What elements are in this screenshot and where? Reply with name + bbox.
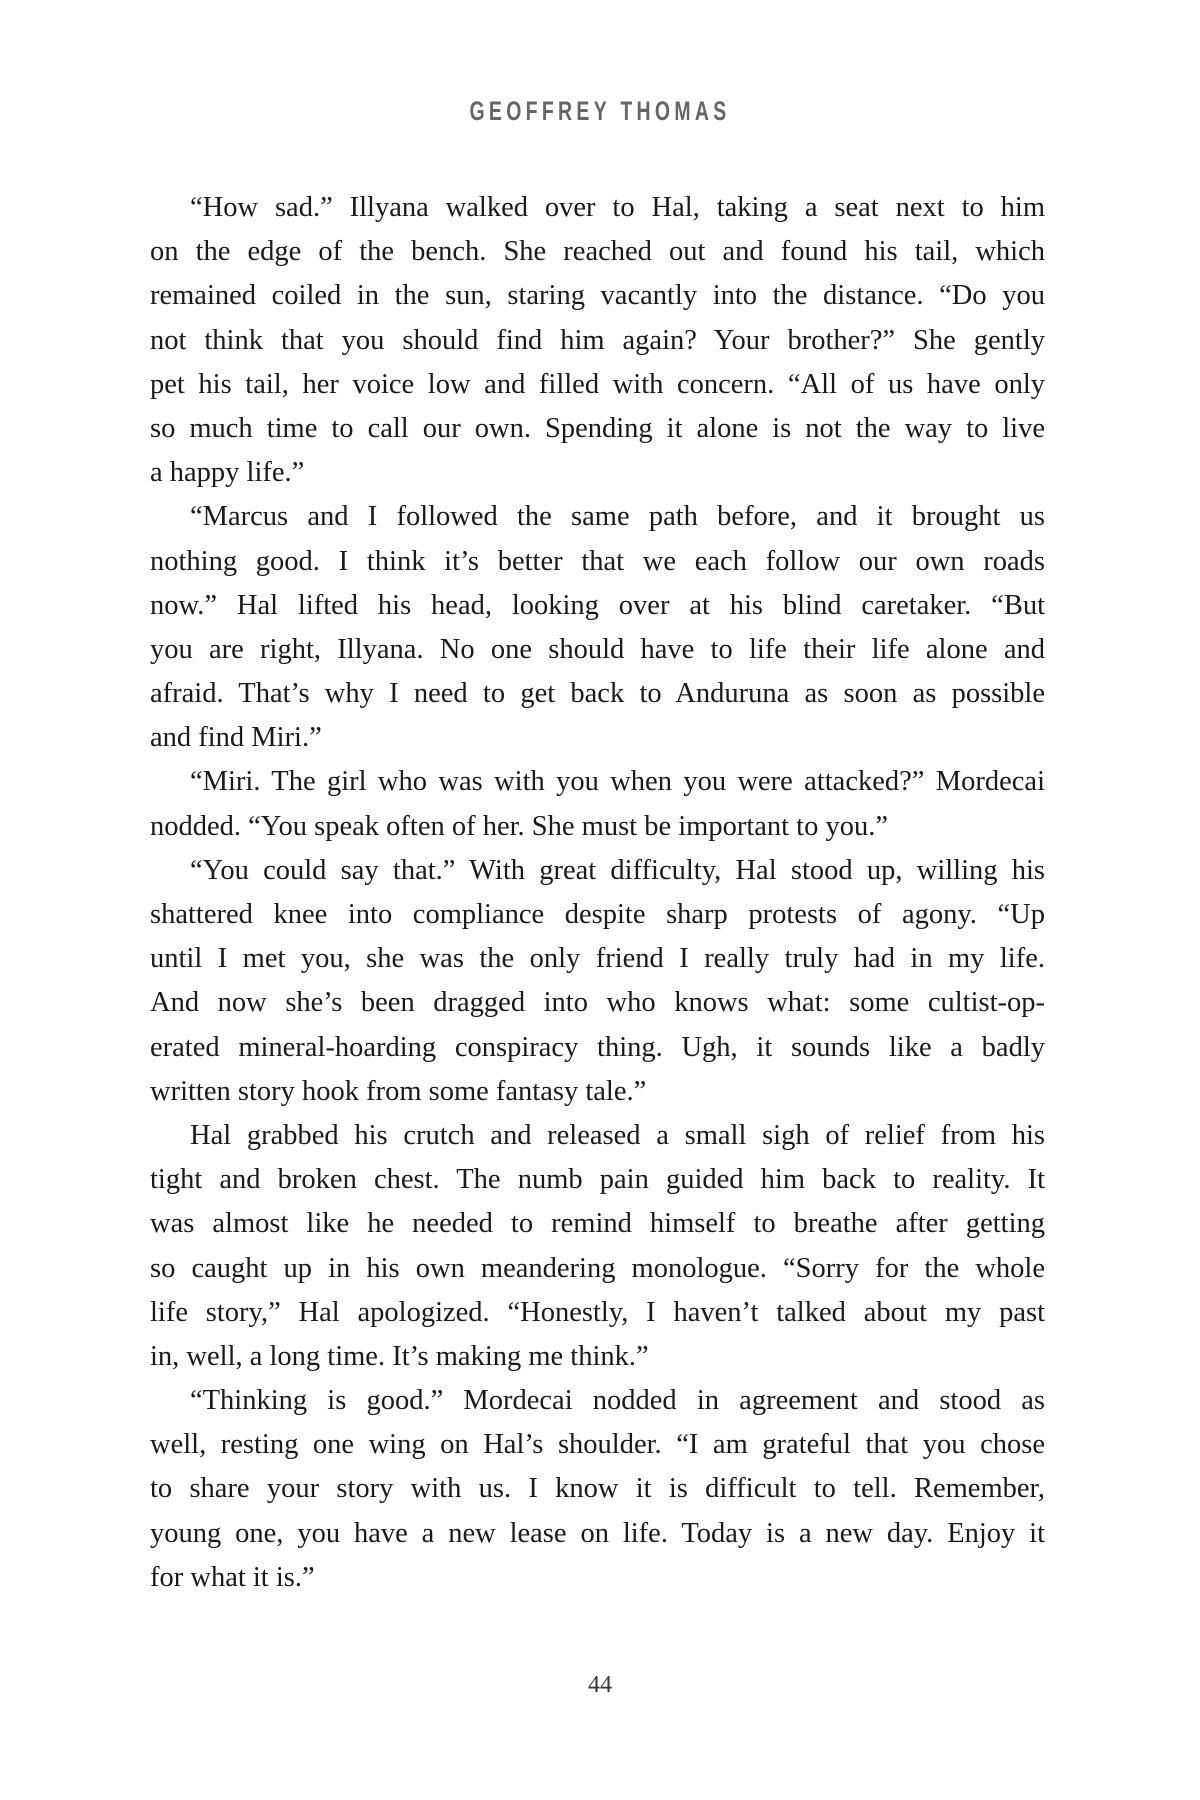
text-line: afraid. That’s why I need to get back to Anduruna as soon as possible: [150, 678, 1045, 710]
running-header: GEOFFREY THOMAS: [469, 96, 731, 126]
text-line: “You could say that.” With great difficulty, Hal stood up, willing his: [190, 854, 1045, 886]
text-line: erated mineral-hoarding conspiracy thing. Ugh, it sounds like a badly: [150, 1031, 1045, 1063]
text-line: so much time to call our own. Spending it alone is not the way to live: [150, 412, 1045, 444]
text-line: for what it is.”: [150, 1561, 315, 1593]
text-line: written story hook from some fantasy tale.”: [150, 1075, 647, 1107]
text-line: so caught up in his own meandering monologue. “Sorry for the whole: [150, 1252, 1045, 1284]
text-line: you are right, Illyana. No one should have to life their life alone and: [150, 633, 1045, 665]
text-line: not think that you should find him again? Your brother?” She gently: [150, 324, 1045, 356]
text-line: in, well, a long time. It’s making me think.”: [150, 1340, 649, 1372]
text-line: “Marcus and I followed the same path before, and it brought us: [190, 501, 1045, 533]
paragraph: [150, 1114, 1045, 1379]
text-line: life story,” Hal apologized. “Honestly, I haven’t talked about my past: [150, 1296, 1045, 1328]
text-line: pet his tail, her voice low and filled with concern. “All of us have only: [150, 368, 1045, 400]
text-line: well, resting one wing on Hal’s shoulder. “I am grateful that you chose: [150, 1429, 1045, 1461]
text-line: “Miri. The girl who was with you when you were attacked?” Mordecai: [190, 766, 1045, 798]
paragraph: [150, 495, 1045, 760]
text-line: now.” Hal lifted his head, looking over at his blind caretaker. “But: [150, 589, 1045, 621]
text-line: a happy life.”: [150, 457, 305, 489]
text-line: “How sad.” Illyana walked over to Hal, taking a seat next to him: [190, 192, 1045, 223]
text-line: was almost like he needed to remind himself to breathe after getting: [150, 1208, 1045, 1240]
text-line: young one, you have a new lease on life. Today is a new day. Enjoy it: [150, 1517, 1045, 1549]
text-line: to share your story with us. I know it is difficult to tell. Remember,: [150, 1473, 1045, 1505]
text-line: nothing good. I think it’s better that we each follow our own roads: [150, 545, 1045, 577]
text-line: nodded. “You speak often of her. She must be important to you.”: [150, 810, 888, 842]
text-line: “Thinking is good.” Mordecai nodded in agreement and stood as: [190, 1385, 1045, 1417]
text-line: tight and broken chest. The numb pain guided him back to reality. It: [150, 1164, 1045, 1196]
paragraph: [150, 186, 1045, 495]
page-number: 44: [588, 1672, 612, 1698]
paragraph: [150, 849, 1045, 1114]
text-line: and find Miri.”: [150, 722, 322, 754]
body-text: [150, 186, 1045, 1600]
paragraph: [150, 760, 1045, 848]
text-line: on the edge of the bench. She reached out and found his tail, which: [150, 236, 1045, 268]
paragraph: [150, 1379, 1045, 1600]
text-line: remained coiled in the sun, staring vacantly into the distance. “Do you: [150, 280, 1045, 312]
text-line: Hal grabbed his crutch and released a small sigh of relief from his: [190, 1119, 1045, 1151]
text-line: shattered knee into compliance despite sharp protests of agony. “Up: [150, 899, 1045, 930]
text-line: And now she’s been dragged into who knows what: some cultist-op-: [150, 987, 1045, 1019]
text-line: until I met you, she was the only friend I really truly had in my life.: [150, 943, 1045, 975]
